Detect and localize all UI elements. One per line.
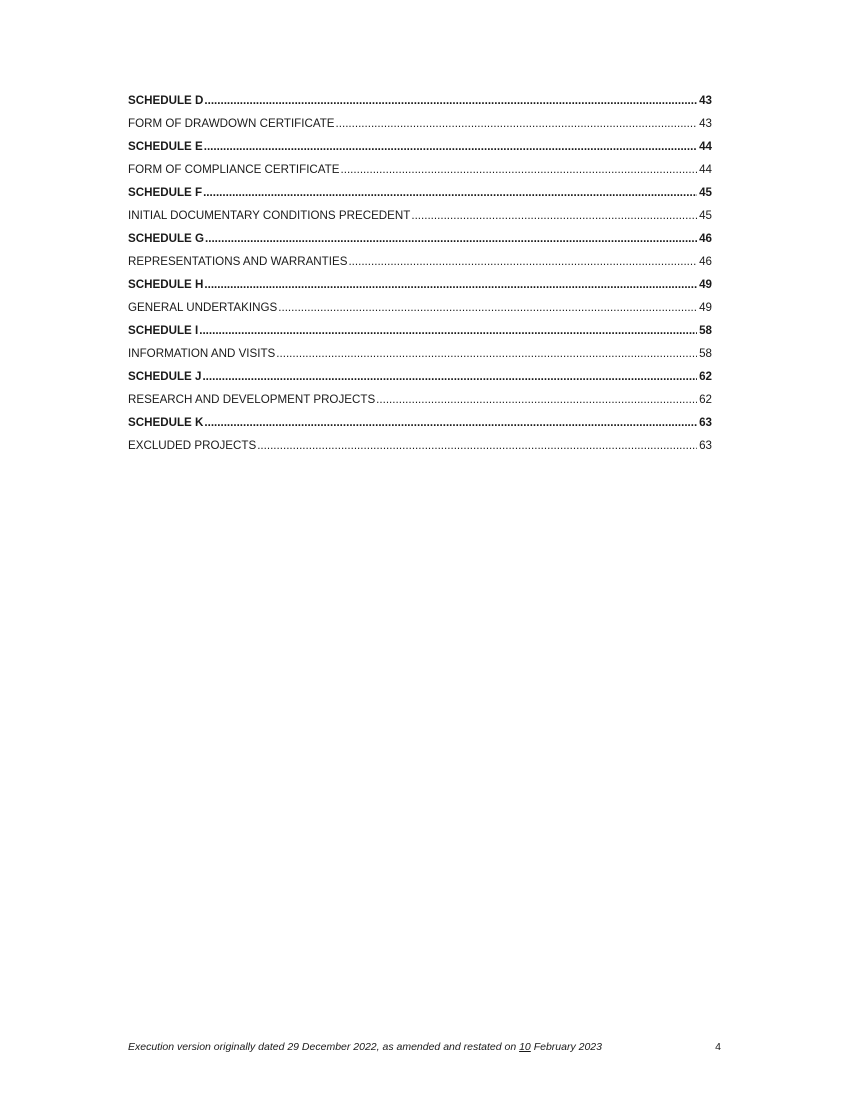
toc-entry-page: 46 xyxy=(699,232,712,245)
toc-entry-page: 44 xyxy=(699,140,712,153)
toc-entry[interactable] xyxy=(128,300,712,323)
toc-entry-page: 63 xyxy=(699,416,712,429)
page-number: 4 xyxy=(715,1041,721,1053)
toc-entry-label: SCHEDULE H xyxy=(128,278,204,291)
toc-entry[interactable] xyxy=(128,185,712,208)
toc-entry-label: SCHEDULE D xyxy=(128,94,204,107)
toc-entry-page: 43 xyxy=(699,117,712,130)
toc-entry[interactable] xyxy=(128,369,712,392)
toc-entry-label: SCHEDULE J xyxy=(128,370,202,383)
toc-entry[interactable] xyxy=(128,116,712,139)
toc-dot-leader xyxy=(348,254,697,269)
toc-dot-leader xyxy=(257,438,697,453)
toc-entry-label: GENERAL UNDERTAKINGS xyxy=(128,301,278,314)
footer-text-after: February 2023 xyxy=(530,1041,602,1053)
toc-entry-page: 49 xyxy=(699,278,712,291)
toc-entry-label: FORM OF COMPLIANCE CERTIFICATE xyxy=(128,163,340,176)
toc-entry[interactable] xyxy=(128,277,712,300)
toc-entry-page: 62 xyxy=(699,370,712,383)
toc-dot-leader xyxy=(411,208,697,223)
toc-entry[interactable] xyxy=(128,323,712,346)
toc-dot-leader xyxy=(199,323,697,338)
toc-entry-page: 58 xyxy=(699,347,712,360)
toc-entry[interactable] xyxy=(128,346,712,369)
toc-entry-label: FORM OF DRAWDOWN CERTIFICATE xyxy=(128,117,335,130)
toc-dot-leader xyxy=(202,369,697,384)
toc-entry-page: 45 xyxy=(699,209,712,222)
toc-entry-page: 43 xyxy=(699,94,712,107)
toc-entry-label: REPRESENTATIONS AND WARRANTIES xyxy=(128,255,348,268)
toc-entry[interactable] xyxy=(128,231,712,254)
footer-text xyxy=(128,1041,602,1053)
toc-dot-leader xyxy=(204,139,697,154)
footer-underlined-day: 10 xyxy=(519,1041,531,1053)
toc-entry-label: SCHEDULE K xyxy=(128,416,204,429)
toc-entry[interactable] xyxy=(128,254,712,277)
toc-entry-page: 49 xyxy=(699,301,712,314)
toc-dot-leader xyxy=(203,185,697,200)
toc-entry[interactable] xyxy=(128,415,712,438)
toc-dot-leader xyxy=(278,300,697,315)
toc-entry-label: RESEARCH AND DEVELOPMENT PROJECTS xyxy=(128,393,376,406)
page-footer xyxy=(128,1041,721,1053)
toc-entry-label: EXCLUDED PROJECTS xyxy=(128,439,257,452)
toc-entry-label: INITIAL DOCUMENTARY CONDITIONS PRECEDENT xyxy=(128,209,411,222)
toc-entry-page: 63 xyxy=(699,439,712,452)
toc-entry-page: 58 xyxy=(699,324,712,337)
toc-entry-label: INFORMATION AND VISITS xyxy=(128,347,276,360)
toc-entry-page: 46 xyxy=(699,255,712,268)
footer-text-before: Execution version originally dated 29 December 2022, as amended and restated on xyxy=(128,1041,520,1053)
toc-entry[interactable] xyxy=(128,93,712,116)
toc-dot-leader xyxy=(204,277,697,292)
toc-entry[interactable] xyxy=(128,139,712,162)
toc-entry-label: SCHEDULE I xyxy=(128,324,199,337)
toc-entry-page: 44 xyxy=(699,163,712,176)
toc-dot-leader xyxy=(205,231,697,246)
toc-entry-page: 62 xyxy=(699,393,712,406)
toc-entry[interactable] xyxy=(128,438,712,461)
toc-dot-leader xyxy=(336,116,697,131)
toc-entry[interactable] xyxy=(128,392,712,415)
toc-dot-leader xyxy=(204,93,697,108)
table-of-contents xyxy=(128,93,712,461)
toc-entry[interactable] xyxy=(128,162,712,185)
toc-dot-leader xyxy=(276,346,697,361)
toc-entry-label: SCHEDULE E xyxy=(128,140,203,153)
toc-entry-label: SCHEDULE G xyxy=(128,232,205,245)
toc-entry[interactable] xyxy=(128,208,712,231)
toc-dot-leader xyxy=(204,415,697,430)
toc-entry-label: SCHEDULE F xyxy=(128,186,203,199)
toc-dot-leader xyxy=(341,162,698,177)
toc-entry-page: 45 xyxy=(699,186,712,199)
toc-dot-leader xyxy=(376,392,697,407)
